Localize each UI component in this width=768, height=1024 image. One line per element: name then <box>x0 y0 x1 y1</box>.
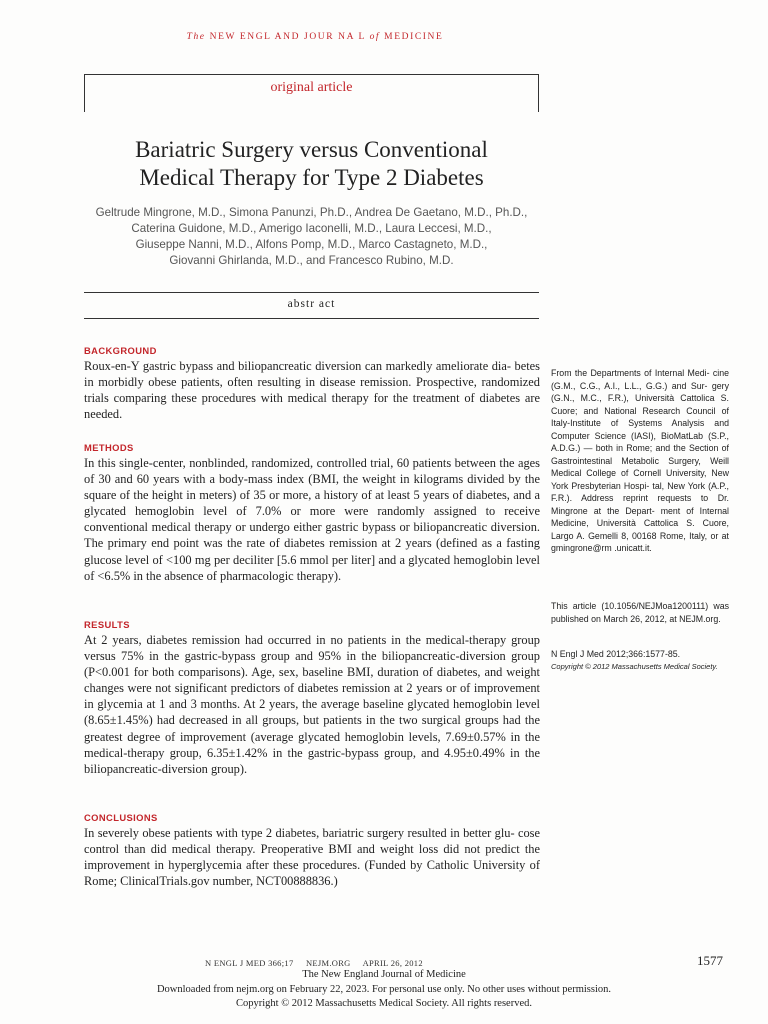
conclusions-heading: CONCLUSIONS <box>84 812 158 823</box>
author-line: Giovanni Ghirlanda, M.D., and Francesco Rubino, M.D. <box>169 254 454 267</box>
article-title <box>84 136 539 192</box>
background-text: Roux-en-Y gastric bypass and biliopancreatic diversion can markedly ameliorate dia- betes in morbidly obese patients, often resulting in disease remission. Prospective, randomized trials comparing these procedures with medical therapy for the treatment of diabetes are needed. <box>84 359 540 422</box>
author-line: Caterina Guidone, M.D., Amerigo Iaconelli, M.D., Laura Leccesi, M.D., <box>131 222 492 235</box>
results-section <box>84 619 540 777</box>
footer-date: APRIL 26, 2012 <box>362 958 423 968</box>
affiliations-text: From the Departments of Internal Medi- cine (G.M., C.G., A.I., L.L., G.G.) and Sur- gery (G.N., M.C., F.R.), Università Cattolica S. Cuore; and National Research Council of Italy-Institute of Systems Analysis and Computer Science (IASI), BioMatLab (S.P., A.D.G.) — both in Rome; and the Section of Gastrointestinal Metabolic Surgery, Weill Medical College of Cornell University, New York Presbyterian Hospi- tal, New York (A.P., F.R.). Address reprint requests to Dr. Mingrone at the Depart- ment of Internal Medicine, Università Cattolica S. Cuore, Largo A. Gemelli 8, 00168 Rome, Italy, or at gmingrone@rm .unicatt.it. <box>551 368 729 553</box>
conclusions-text: In severely obese patients with type 2 diabetes, bariatric surgery resulted in better glu- cose control than did medical therapy. Preoperative BMI and weight loss did not predict the improvement in hyperglycemia after these procedures. (Funded by Catholic University of Rome; ClinicalTrials.gov number, NCT00888836.) <box>84 826 540 889</box>
sidebar-citation <box>551 648 729 673</box>
results-heading: RESULTS <box>84 619 130 630</box>
footer-copyright: Copyright © 2012 Massachusetts Medical Society. All rights reserved. <box>236 998 532 1009</box>
article-type: original article <box>270 80 353 95</box>
journal-header-the: The <box>186 32 206 42</box>
sidebar-published <box>551 600 729 625</box>
title-line-1: Bariatric Surgery versus Conventional <box>135 137 488 162</box>
methods-section <box>84 442 540 584</box>
journal-header-name: NEW ENGL AND JOUR NA L <box>209 32 366 42</box>
author-line: Giuseppe Nanni, M.D., Alfons Pomp, M.D., Marco Castagneto, M.D., <box>135 238 488 251</box>
results-text: At 2 years, diabetes remission had occurred in no patients in the medical-therapy group versus 75% in the gastric-bypass group and 95% in the biliopancreatic-diversion group (P<0.001 for both comparisons). Age, sex, baseline BMI, duration of diabetes, and weight changes were not significant predictors of diabetes remission at 2 years or of improvement in glycemia at 1 and 3 months. At 2 years, the average baseline glycated hemoglobin level (8.65±1.45%) had decreased in all groups, but patients in the two surgical groups had the greatest degree of improvement (average glycated hemoglobin levels, 7.69±0.57% in the medical-therapy group, 6.35±1.42% in the gastric-bypass group, and 4.95±0.49% in the biliopancreatic-diversion group). <box>84 633 540 776</box>
journal-header <box>0 32 630 42</box>
published-note: This article (10.1056/NEJMoa1200111) was published on March 26, 2012, at NEJM.org. <box>551 601 729 624</box>
abstract-rule-bottom <box>84 318 539 319</box>
journal-header-medicine: MEDICINE <box>384 32 444 42</box>
title-line-2: Medical Therapy for Type 2 Diabetes <box>139 165 484 190</box>
methods-heading: METHODS <box>84 442 134 453</box>
background-heading: BACKGROUND <box>84 345 157 356</box>
footer-journal-abbr: N ENGL J MED 366;17 <box>205 958 294 968</box>
background-section <box>84 345 540 422</box>
citation: N Engl J Med 2012;366:1577-85. <box>551 649 681 659</box>
copyright-note: Copyright © 2012 Massachusetts Medical Society. <box>551 661 718 671</box>
page-number: 1577 <box>697 953 723 968</box>
abstract-label: abstr act <box>287 298 336 310</box>
methods-text: In this single-center, nonblinded, randomized, controlled trial, 60 patients between the ages of 30 and 60 years with a body-mass index (BMI, the weight in kilograms divided by the square of the height in meters) of 35 or more, a history of at least 5 years of diabetes, and a glycated hemoglobin level of 7.0% or more were randomly assigned to receive conventional medical therapy or undergo either gastric bypass or biliopancreatic diversion. The primary end point was the rate of diabetes remission at 2 years (defined as a fasting glucose level of <100 mg per deciliter [5.6 mmol per liter] and a glycated hemoglobin level of <6.5% in the absence of pharmacologic therapy). <box>84 456 540 583</box>
conclusions-section <box>84 812 540 889</box>
running-footer <box>205 958 433 968</box>
footer-site: NEJM.ORG <box>305 958 351 968</box>
sidebar-affiliations <box>551 367 729 555</box>
author-line: Geltrude Mingrone, M.D., Simona Panunzi, Ph.D., Andrea De Gaetano, M.D., Ph.D., <box>95 206 528 219</box>
footer-download-notice: Downloaded from nejm.org on February 22, 2023. For personal use only. No other uses without permission. <box>156 984 612 995</box>
footer-journal-name: The New England Journal of Medicine <box>302 969 466 980</box>
author-list <box>84 205 539 269</box>
journal-header-of: of <box>369 32 381 42</box>
abstract-rule-top <box>84 292 539 293</box>
